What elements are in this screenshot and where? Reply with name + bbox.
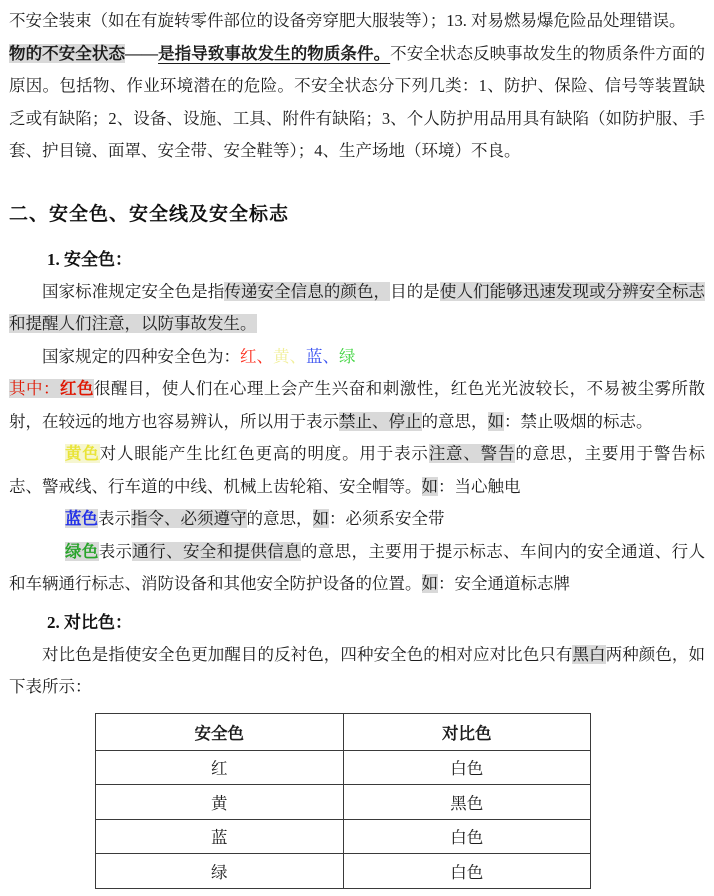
paragraph-text: 国家标准规定安全色是指 bbox=[42, 281, 225, 301]
paragraph-text: 表示 bbox=[98, 541, 133, 561]
dash: —— bbox=[125, 43, 159, 63]
paragraph-text: 目的是 bbox=[390, 281, 440, 301]
paragraph-blue-color bbox=[9, 503, 705, 536]
term-yellow: 黄色 bbox=[65, 444, 100, 463]
term-green: 绿色 bbox=[65, 541, 99, 561]
paragraph-text: ：安全通道标志牌 bbox=[438, 574, 570, 593]
table-cell-contrast-color: 白色 bbox=[343, 819, 591, 854]
paragraph-text: 的意思， bbox=[421, 411, 488, 431]
paragraph-text: 的意思，主要用于警告标志、警戒线、行车道的中线、机械上齿轮箱、安全帽等。 bbox=[9, 444, 706, 496]
definition-underlined: 是指导致事故发生的物质条件。 bbox=[158, 43, 391, 63]
table-cell-safety-color: 红 bbox=[96, 750, 344, 785]
paragraph-text: ：必须系安全带 bbox=[329, 509, 445, 528]
term-red: 红色 bbox=[59, 379, 94, 398]
paragraph-text: 表示 bbox=[98, 509, 131, 528]
paragraph-text: 很醒目，使人们在心理上会产生兴奋和刺激性，红色光光波较长，不易被尘雾所散射，在较远的地方也容易辨认，所以用于表示 bbox=[9, 379, 706, 431]
paragraph-text: 对人眼能产生比红色更高的明度。用于表示 bbox=[99, 444, 429, 463]
table-cell-contrast-color: 白色 bbox=[343, 750, 591, 785]
table-row bbox=[96, 785, 591, 820]
table-row bbox=[96, 750, 591, 785]
label-among-them: 其中： bbox=[9, 379, 60, 398]
paragraph-text: 的意思， bbox=[246, 509, 313, 528]
paragraph-text: 不安全状态反映事故发生的物质条件方面的原因。包括物、作业环境潜在的危险。不安全状态分下列几类：1、防护、保险、信号等装置缺乏或有缺陷；2、设备、设施、工具、附件有缺陷；3、个人防护用品用具有缺陷（如防护服、手套、护目镜、面罩、安全带、安全鞋等）；4、生产场地（环境）不良。 bbox=[9, 43, 706, 160]
paragraph-text: 两种颜色，如下表所示： bbox=[9, 644, 706, 696]
paragraph-text: 对比色是指使安全色更加醒目的反衬色，四种安全色的相对应对比色只有 bbox=[42, 644, 573, 664]
highlighted-text: 如 bbox=[421, 574, 438, 593]
table-header-row bbox=[96, 713, 591, 750]
paragraph-unsafe-dress bbox=[9, 5, 705, 38]
highlighted-text: 如 bbox=[421, 476, 438, 496]
color-word-green: 绿 bbox=[339, 346, 356, 366]
paragraph-unsafe-state bbox=[9, 38, 705, 168]
table-row bbox=[96, 819, 591, 854]
highlighted-text: 传递安全信息的颜色， bbox=[224, 281, 391, 301]
highlighted-text: 如 bbox=[487, 411, 504, 431]
highlighted-text: 通行、安全和提供信息 bbox=[132, 541, 301, 561]
subheading-safety-color: 1. 安全色： bbox=[47, 249, 132, 269]
table-cell-contrast-color: 黑色 bbox=[343, 785, 591, 820]
paragraph-yellow-color bbox=[9, 438, 705, 503]
highlighted-text: 黑白 bbox=[572, 644, 606, 664]
color-word-blue: 蓝、 bbox=[306, 346, 339, 366]
section-heading-safety-colors: 二、安全色、安全线及安全标志 bbox=[9, 203, 290, 225]
paragraph-green-color bbox=[9, 536, 705, 601]
paragraph-safety-color-definition bbox=[9, 276, 705, 341]
table-cell-safety-color: 绿 bbox=[96, 854, 344, 889]
table-cell-safety-color: 蓝 bbox=[96, 819, 344, 854]
highlighted-text: 如 bbox=[312, 509, 329, 528]
table-cell-safety-color: 黄 bbox=[96, 785, 344, 820]
subheading-contrast-color: 2. 对比色： bbox=[47, 612, 132, 632]
highlighted-text: 注意、警告 bbox=[428, 444, 516, 463]
highlighted-text: 指令、必须遵守 bbox=[131, 509, 247, 528]
table-row bbox=[96, 854, 591, 889]
term-blue: 蓝色 bbox=[65, 509, 98, 528]
color-word-yellow: 黄、 bbox=[273, 346, 306, 366]
paragraph-text: 的意思，主要用于提示标志、车间内的安全通道、行人和车辆通行标志、消防设备和其他安全防护设备的位置。 bbox=[9, 541, 706, 593]
paragraph-four-colors bbox=[9, 341, 705, 374]
paragraph-contrast-definition bbox=[9, 639, 705, 704]
paragraph-text: ：禁止吸烟的标志。 bbox=[504, 411, 653, 431]
contrast-color-table bbox=[95, 713, 591, 889]
highlighted-text: 使人们能够迅速发现或分辨安全标志和提醒人们注意，以防事故发生。 bbox=[9, 281, 706, 333]
highlighted-text: 禁止、停止 bbox=[339, 411, 422, 431]
table-header-contrast-color: 对比色 bbox=[343, 713, 591, 750]
paragraph-red-color bbox=[9, 373, 705, 438]
paragraph-text: ：当心触电 bbox=[438, 476, 521, 496]
color-word-red: 红、 bbox=[240, 346, 273, 366]
table-cell-contrast-color: 白色 bbox=[343, 854, 591, 889]
table-header-safety-color: 安全色 bbox=[96, 713, 344, 750]
paragraph-text: 不安全装束（如在有旋转零件部位的设备旁穿肥大服装等）；13. 对易燃易爆危险品处理错误。 bbox=[9, 11, 686, 30]
paragraph-text: 国家规定的四种安全色为： bbox=[42, 346, 240, 366]
term-unsafe-state: 物的不安全状态 bbox=[9, 43, 126, 63]
